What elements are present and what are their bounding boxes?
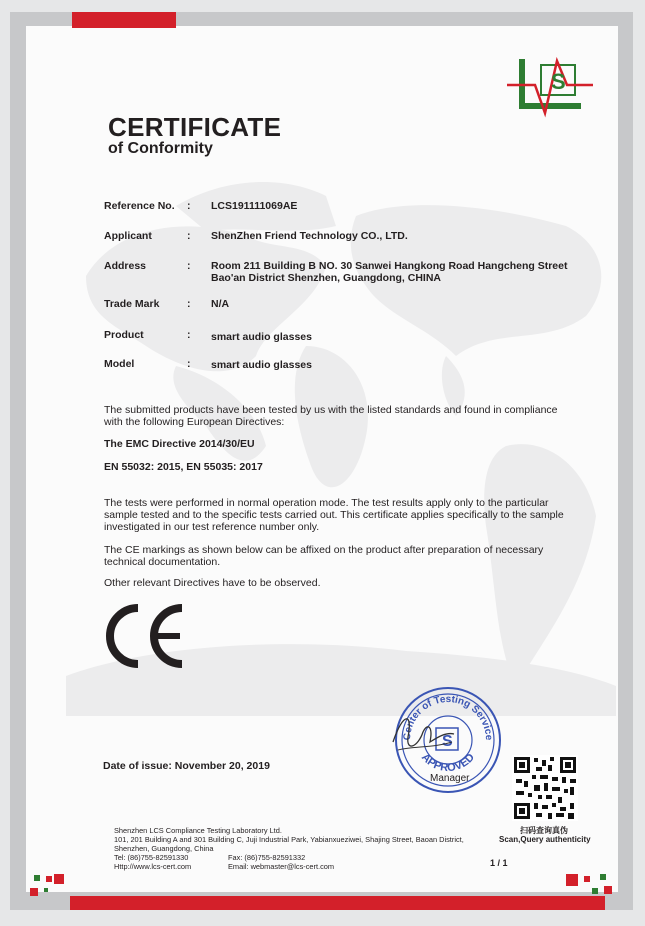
deco-square bbox=[46, 876, 52, 882]
ce-mark bbox=[98, 604, 188, 668]
scan-label-cn: 扫码查询真伪 bbox=[520, 826, 568, 835]
applicant-value: ShenZhen Friend Technology CO., LTD. bbox=[211, 230, 408, 242]
date-of-issue: Date of issue: November 20, 2019 bbox=[103, 760, 270, 772]
reference-label: Reference No. bbox=[104, 200, 175, 212]
ce-text-line2: technical documentation. bbox=[104, 556, 221, 568]
scan-label-en: Scan,Query authenticity bbox=[499, 835, 591, 844]
compliance-text-line2: with the following European Directives: bbox=[104, 416, 285, 428]
applicant-label: Applicant bbox=[104, 230, 152, 242]
footer-address-line2: Shenzhen, Guangdong, China bbox=[114, 844, 214, 853]
product-label: Product bbox=[104, 329, 144, 341]
deco-square bbox=[30, 888, 38, 896]
colon: : bbox=[187, 200, 191, 212]
signature bbox=[388, 702, 458, 762]
seal-bottom-text: APPROVED bbox=[418, 751, 478, 775]
deco-square bbox=[566, 874, 578, 886]
deco-square bbox=[584, 876, 590, 882]
address-value-line2: Bao'an District Shenzhen, Guangdong, CHINA bbox=[211, 272, 442, 284]
lcs-logo bbox=[505, 55, 595, 125]
tests-text-line1: The tests were performed in normal operation mode. The test results apply only to the particular bbox=[104, 497, 549, 509]
deco-square bbox=[600, 874, 606, 880]
footer-email[interactable]: Email: webmaster@lcs-cert.com bbox=[228, 862, 335, 871]
deco-square bbox=[54, 874, 64, 884]
ce-text-line1: The CE markings as shown below can be affixed on the product after preparation of necessary bbox=[104, 544, 544, 556]
footer-tel: Tel: (86)755-82591330 bbox=[114, 853, 189, 862]
logo-letter: S bbox=[551, 69, 566, 94]
seal-top-text: Center of Testing Service bbox=[401, 693, 495, 741]
deco-square bbox=[34, 875, 40, 881]
colon: : bbox=[187, 358, 191, 370]
other-directives-text: Other relevant Directives have to be observed. bbox=[104, 577, 321, 589]
bottom-red-bar bbox=[70, 896, 605, 910]
trademark-label: Trade Mark bbox=[104, 298, 160, 310]
reference-value: LCS191111069AE bbox=[211, 200, 298, 212]
footer-company: Shenzhen LCS Compliance Testing Laboratory Ltd. bbox=[114, 826, 282, 835]
product-value: smart audio glasses bbox=[211, 331, 312, 343]
directive: The EMC Directive 2014/30/EU bbox=[104, 438, 255, 450]
colon: : bbox=[187, 260, 191, 272]
footer-address-line1: 101, 201 Building A and 301 Building C, Juji Industrial Park, Yabianxueziwei, Shajing Street, Baoan District, bbox=[114, 835, 464, 844]
colon: : bbox=[187, 298, 191, 310]
qr-code[interactable] bbox=[512, 755, 578, 821]
certificate-subtitle: of Conformity bbox=[108, 140, 213, 157]
model-value: smart audio glasses bbox=[211, 359, 312, 371]
deco-square bbox=[604, 886, 612, 894]
trademark-value: N/A bbox=[211, 298, 230, 310]
model-label: Model bbox=[104, 358, 135, 370]
manager-title: Manager bbox=[430, 773, 470, 784]
colon: : bbox=[187, 329, 191, 341]
certificate-title: CERTIFICATE bbox=[108, 112, 282, 142]
colon: : bbox=[187, 230, 191, 242]
footer-fax: Fax: (86)755-82591332 bbox=[228, 853, 306, 862]
tests-text-line3: investigated in our test reference number only. bbox=[104, 521, 320, 533]
compliance-text-line1: The submitted products have been tested by us with the listed standards and found in compliance bbox=[104, 404, 558, 416]
page-number: 1 / 1 bbox=[490, 858, 508, 868]
deco-square bbox=[44, 888, 48, 892]
address-label: Address bbox=[104, 260, 147, 272]
footer-web[interactable]: Http://www.lcs-cert.com bbox=[114, 862, 192, 871]
deco-square bbox=[592, 888, 598, 894]
standards: EN 55032: 2015, EN 55035: 2017 bbox=[104, 461, 263, 473]
tests-text-line2: sample tested and to the specific tests carried out. This certificate applies specifically to the sample bbox=[104, 509, 564, 521]
address-value-line1: Room 211 Building B NO. 30 Sanwei Hangkong Road Hangcheng Street bbox=[211, 260, 568, 272]
seal-center-letter: S bbox=[442, 733, 453, 750]
